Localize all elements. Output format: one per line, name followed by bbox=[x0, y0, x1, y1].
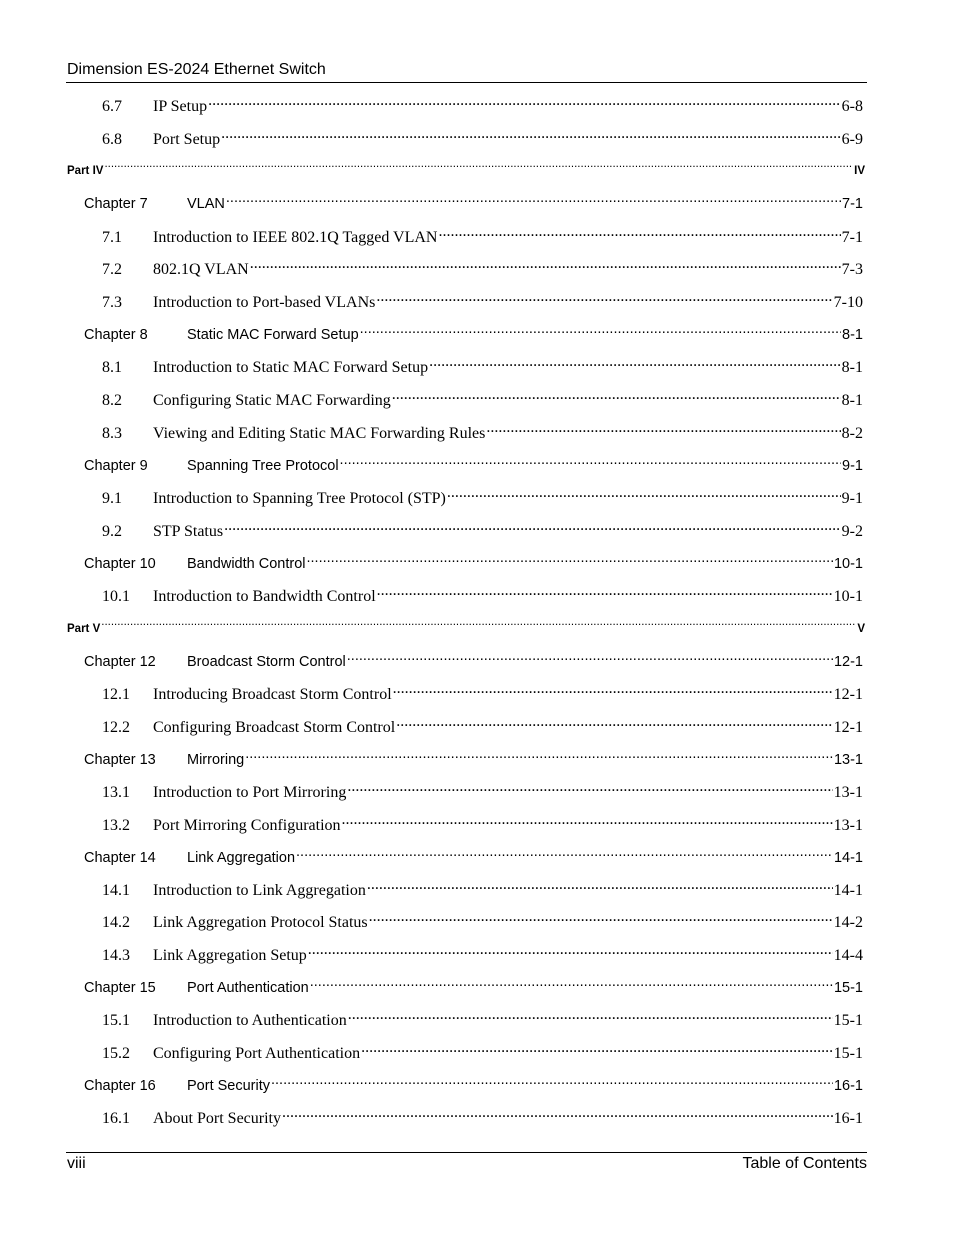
dot-leader bbox=[393, 679, 833, 699]
toc-entry-page: V bbox=[857, 623, 865, 635]
toc-entry-number: 16.1 bbox=[102, 1110, 130, 1127]
dot-leader bbox=[226, 188, 841, 208]
toc-section-row[interactable] bbox=[102, 712, 863, 738]
toc-entry-page: 12-1 bbox=[833, 654, 863, 670]
toc-section-row[interactable] bbox=[102, 810, 863, 836]
dot-leader bbox=[369, 907, 833, 927]
toc-entry-title: STP Status bbox=[153, 523, 224, 540]
toc-entry-page: 15-1 bbox=[833, 1045, 863, 1062]
dot-leader bbox=[340, 450, 841, 470]
toc-entry-number: 6.8 bbox=[102, 131, 122, 148]
dot-leader bbox=[221, 124, 841, 144]
dot-leader bbox=[396, 712, 832, 732]
document-title: Dimension ES-2024 Ethernet Switch bbox=[67, 61, 326, 78]
toc-entry-number: 12.2 bbox=[102, 719, 130, 736]
dot-leader bbox=[342, 810, 833, 830]
toc-section-row[interactable] bbox=[102, 418, 863, 444]
toc-entry-page: 14-4 bbox=[833, 947, 863, 964]
toc-section-row[interactable] bbox=[102, 875, 863, 901]
toc-entry-page: 13-1 bbox=[833, 752, 863, 768]
toc-entry-number: 14.1 bbox=[102, 882, 130, 899]
toc-entry-page: 7-3 bbox=[841, 261, 863, 278]
toc-entry-page: 13-1 bbox=[833, 817, 863, 834]
toc-entry-number: 8.3 bbox=[102, 425, 122, 442]
dot-leader bbox=[224, 516, 841, 536]
dot-leader bbox=[367, 875, 833, 895]
toc-entry-title: Introduction to Bandwidth Control bbox=[153, 588, 376, 605]
toc-section-row[interactable] bbox=[102, 679, 863, 705]
dot-leader bbox=[438, 222, 840, 242]
toc-entry-number: 7.1 bbox=[102, 229, 122, 246]
toc-entry-title: Configuring Port Authentication bbox=[153, 1045, 361, 1062]
toc-section-row[interactable] bbox=[102, 483, 863, 509]
toc-entry-title: Static MAC Forward Setup bbox=[187, 327, 359, 343]
dot-leader bbox=[307, 548, 833, 568]
toc-chapter-row[interactable] bbox=[84, 842, 863, 868]
toc-entry-title: Port Security bbox=[187, 1078, 270, 1094]
toc-entry-number: 9.1 bbox=[102, 490, 122, 507]
toc-entry-page: 12-1 bbox=[833, 686, 863, 703]
toc-chapter-row[interactable] bbox=[84, 319, 863, 345]
toc-entry-title: Link Aggregation bbox=[187, 850, 296, 866]
dot-leader bbox=[348, 1005, 833, 1025]
dot-leader bbox=[377, 581, 833, 601]
toc-entry-page: 10-1 bbox=[833, 588, 863, 605]
toc-entry-page: 6-9 bbox=[841, 131, 863, 148]
toc-entry-title: Introduction to Spanning Tree Protocol (STP) bbox=[153, 490, 446, 507]
dot-leader bbox=[250, 254, 841, 274]
toc-entry-title: Spanning Tree Protocol bbox=[187, 458, 339, 474]
dot-leader bbox=[486, 418, 840, 438]
toc-entry-number: 15.1 bbox=[102, 1012, 130, 1029]
toc-entry-page: 8-1 bbox=[842, 327, 863, 343]
dot-leader bbox=[104, 158, 853, 174]
toc-entry-page: 9-1 bbox=[841, 490, 863, 507]
toc-entry-page: 12-1 bbox=[833, 719, 863, 736]
toc-entry-page: 9-2 bbox=[841, 523, 863, 540]
dot-leader bbox=[271, 1070, 833, 1090]
toc-section-row[interactable] bbox=[102, 91, 863, 117]
toc-section-row[interactable] bbox=[102, 385, 863, 411]
dot-leader bbox=[360, 319, 841, 339]
toc-chapter-row[interactable] bbox=[84, 744, 863, 770]
dot-leader bbox=[429, 352, 841, 372]
toc-entry-title: Introduction to Authentication bbox=[153, 1012, 347, 1029]
toc-chapter-row[interactable] bbox=[84, 450, 863, 476]
toc-entry-title: About Port Security bbox=[153, 1110, 281, 1127]
toc-entry-number: 10.1 bbox=[102, 588, 130, 605]
toc-entry-title: Introduction to IEEE 802.1Q Tagged VLAN bbox=[153, 229, 438, 246]
toc-entry-title: 802.1Q VLAN bbox=[153, 261, 249, 278]
toc-entry-title: Configuring Static MAC Forwarding bbox=[153, 392, 391, 409]
toc-entry-number: Chapter 12 bbox=[84, 654, 156, 670]
toc-entry-title: Introducing Broadcast Storm Control bbox=[153, 686, 392, 703]
toc-entry-title: Bandwidth Control bbox=[187, 556, 306, 572]
toc-entry-page: IV bbox=[854, 165, 865, 177]
toc-entry-page: 6-8 bbox=[841, 98, 863, 115]
dot-leader bbox=[376, 287, 832, 307]
toc-entry-page: 10-1 bbox=[833, 556, 863, 572]
toc-entry-page: 7-1 bbox=[841, 229, 863, 246]
toc-entry-page: 16-1 bbox=[833, 1110, 863, 1127]
toc-entry-title: Part V bbox=[67, 623, 101, 635]
toc-entry-title: Port Authentication bbox=[187, 980, 309, 996]
dot-leader bbox=[392, 385, 841, 405]
footer-section-title: Table of Contents bbox=[742, 1155, 867, 1172]
page-number: viii bbox=[67, 1155, 86, 1172]
toc-section-row[interactable] bbox=[102, 287, 863, 313]
dot-leader bbox=[296, 842, 833, 862]
toc-entry-page: 14-1 bbox=[833, 850, 863, 866]
toc-entry-number: 12.1 bbox=[102, 686, 130, 703]
toc-chapter-row[interactable] bbox=[84, 1070, 863, 1096]
toc-entry-title: Configuring Broadcast Storm Control bbox=[153, 719, 396, 736]
toc-entry-number: Chapter 7 bbox=[84, 196, 148, 212]
toc-entry-page: 7-1 bbox=[842, 196, 863, 212]
dot-leader bbox=[282, 1103, 833, 1123]
toc-entry-number: Chapter 15 bbox=[84, 980, 156, 996]
toc-entry-number: 14.3 bbox=[102, 947, 130, 964]
toc-entry-title: Port Mirroring Configuration bbox=[153, 817, 341, 834]
toc-entry-title: VLAN bbox=[187, 196, 225, 212]
toc-entry-page: 8-2 bbox=[841, 425, 863, 442]
toc-section-row[interactable] bbox=[102, 581, 863, 607]
toc-entry-number: Chapter 10 bbox=[84, 556, 156, 572]
toc-entry-title: Mirroring bbox=[187, 752, 245, 768]
toc-section-row[interactable] bbox=[102, 222, 863, 248]
dot-leader bbox=[347, 777, 832, 797]
toc-entry-number: 6.7 bbox=[102, 98, 122, 115]
toc-section-row[interactable] bbox=[102, 1005, 863, 1031]
toc-section-row[interactable] bbox=[102, 124, 863, 150]
toc-entry-title: Link Aggregation Protocol Status bbox=[153, 914, 368, 931]
toc-part-row[interactable] bbox=[67, 616, 865, 639]
toc-entry-number: 7.3 bbox=[102, 294, 122, 311]
toc-entry-title: Broadcast Storm Control bbox=[187, 654, 346, 670]
dot-leader bbox=[347, 646, 833, 666]
toc-chapter-row[interactable] bbox=[84, 188, 863, 214]
dot-leader bbox=[101, 616, 856, 632]
toc-part-row[interactable] bbox=[67, 158, 865, 181]
toc-section-row[interactable] bbox=[102, 1103, 863, 1129]
toc-entry-title: IP Setup bbox=[153, 98, 208, 115]
toc-entry-page: 8-1 bbox=[841, 359, 863, 376]
toc-section-row[interactable] bbox=[102, 516, 863, 542]
toc-entry-page: 16-1 bbox=[833, 1078, 863, 1094]
toc-entry-number: Chapter 8 bbox=[84, 327, 148, 343]
toc-entry-number: 7.2 bbox=[102, 261, 122, 278]
toc-entry-number: Chapter 16 bbox=[84, 1078, 156, 1094]
dot-leader bbox=[308, 940, 833, 960]
toc-entry-page: 15-1 bbox=[833, 1012, 863, 1029]
dot-leader bbox=[447, 483, 841, 503]
toc-entry-number: 13.2 bbox=[102, 817, 130, 834]
toc-entry-title: Link Aggregation Setup bbox=[153, 947, 307, 964]
toc-section-row[interactable] bbox=[102, 777, 863, 803]
toc-entry-number: Chapter 14 bbox=[84, 850, 156, 866]
toc-entry-title: Introduction to Link Aggregation bbox=[153, 882, 366, 899]
toc-section-row[interactable] bbox=[102, 907, 863, 933]
toc-entry-title: Introduction to Static MAC Forward Setup bbox=[153, 359, 429, 376]
dot-leader bbox=[361, 1038, 833, 1058]
toc-entry-title: Introduction to Port Mirroring bbox=[153, 784, 347, 801]
toc-chapter-row[interactable] bbox=[84, 972, 863, 998]
toc-section-row[interactable] bbox=[102, 254, 863, 280]
toc-entry-number: 15.2 bbox=[102, 1045, 130, 1062]
toc-section-row[interactable] bbox=[102, 352, 863, 378]
toc-section-row[interactable] bbox=[102, 940, 863, 966]
toc-section-row[interactable] bbox=[102, 1038, 863, 1064]
toc-entry-number: 13.1 bbox=[102, 784, 130, 801]
toc-chapter-row[interactable] bbox=[84, 548, 863, 574]
toc-entry-page: 14-2 bbox=[833, 914, 863, 931]
toc-entry-number: Chapter 13 bbox=[84, 752, 156, 768]
header-rule bbox=[66, 82, 867, 83]
toc-entry-title: Part IV bbox=[67, 165, 104, 177]
toc-entry-page: 13-1 bbox=[833, 784, 863, 801]
dot-leader bbox=[310, 972, 833, 992]
toc-entry-number: 8.2 bbox=[102, 392, 122, 409]
toc-chapter-row[interactable] bbox=[84, 646, 863, 672]
footer-rule bbox=[66, 1152, 867, 1153]
dot-leader bbox=[208, 91, 841, 111]
toc-entry-number: 14.2 bbox=[102, 914, 130, 931]
dot-leader bbox=[245, 744, 833, 764]
toc-entry-number: 9.2 bbox=[102, 523, 122, 540]
toc-entry-page: 9-1 bbox=[842, 458, 863, 474]
toc-entry-number: 8.1 bbox=[102, 359, 122, 376]
toc-entry-title: Port Setup bbox=[153, 131, 221, 148]
toc-entry-number: Chapter 9 bbox=[84, 458, 148, 474]
toc-entry-title: Viewing and Editing Static MAC Forwarding Rules bbox=[153, 425, 486, 442]
toc-entry-page: 7-10 bbox=[833, 294, 863, 311]
toc-entry-page: 15-1 bbox=[833, 980, 863, 996]
toc-entry-page: 8-1 bbox=[841, 392, 863, 409]
toc-entry-title: Introduction to Port-based VLANs bbox=[153, 294, 376, 311]
toc-entry-page: 14-1 bbox=[833, 882, 863, 899]
